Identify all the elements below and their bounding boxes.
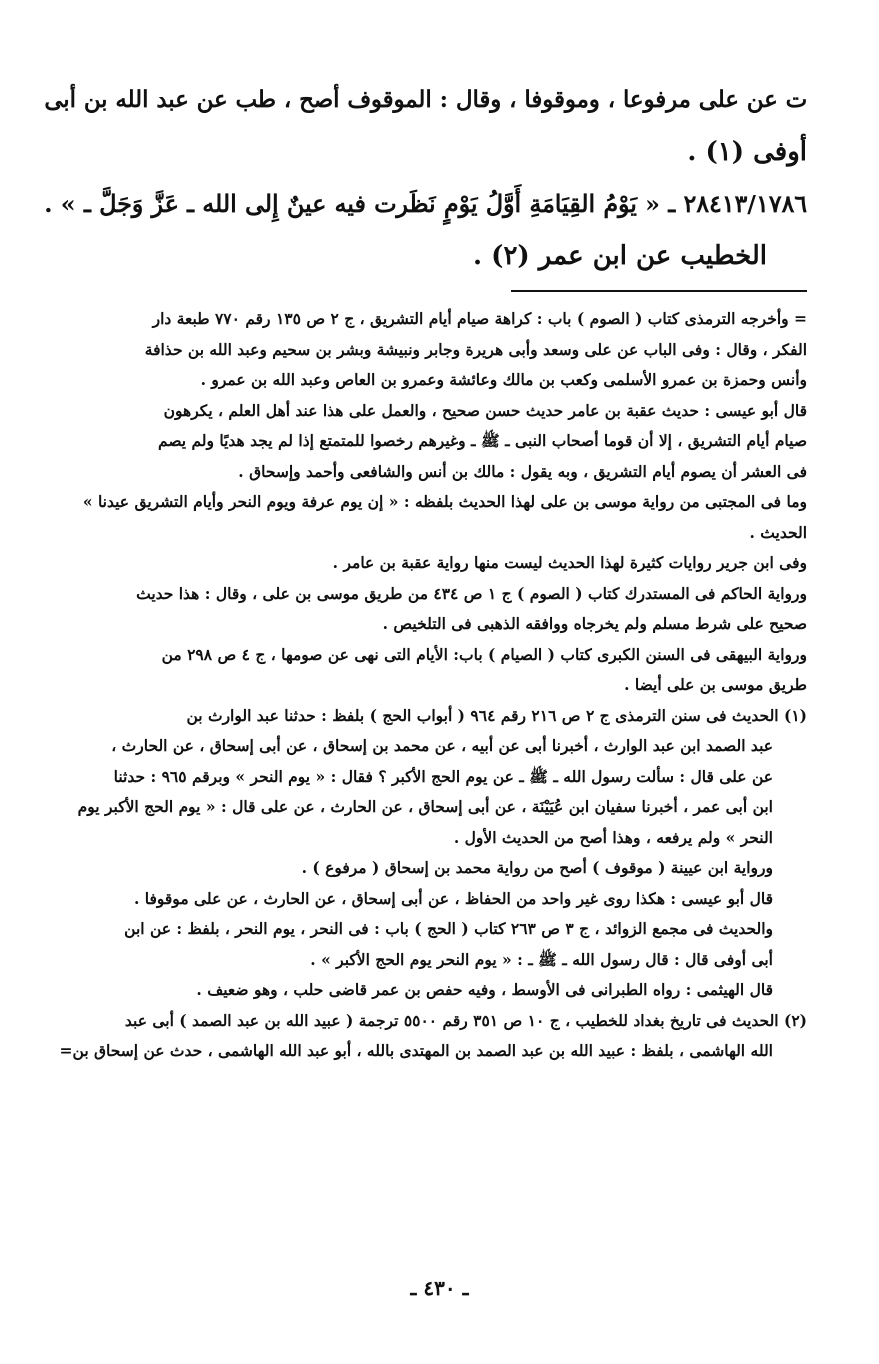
- note-line: صحيح على شرط مسلم ولم يخرجاه ووافقه الذهبى فى التلخيص .: [382, 614, 807, 633]
- footnote-1-line: (١) الحديث فى سنن الترمذى ج ٢ ص ٢١٦ رقم ٩٦٤ ( أبواب الحج ) بلفظ : حدثنا عبد الوارث بن: [186, 705, 807, 725]
- note-line: ورواية ابن عيينة ( موقوف ) أصح من رواية محمد بن إسحاق ( مرفوع ) .: [301, 858, 773, 877]
- note-line: = وأخرجه الترمذى كتاب ( الصوم ) باب : كراهة صيام أيام التشريق ، ج ٢ ص ١٣٥ رقم ٧٧٠ طبعة دار: [152, 309, 807, 328]
- note-line: وفى ابن جرير روايات كثيرة لهذا الحديث ليست منها رواية عقبة بن عامر .: [332, 553, 807, 572]
- hadith-source-line: الخطيب عن ابن عمر (٢) .: [473, 241, 767, 271]
- footnotes: [42, 304, 807, 1067]
- note-line: الله الهاشمى ، بلفظ : عبيد الله بن عبد الصمد بن المهتدى بالله ، أبو عبد الله الهاشمى ، حدث عن إسحاق بن=: [59, 1041, 773, 1060]
- main-line-1: ت عن على مرفوعا ، وموقوفا ، وقال : الموقوف أصح ، طب عن عبد الله بن أبى: [44, 87, 807, 113]
- footnote-2-line: (٢) الحديث فى تاريخ بغداد للخطيب ، ج ١٠ ص ٣٥١ رقم ٥٥٠٠ ترجمة ( عبيد الله بن عبد الصمد ) أبى عبد: [124, 1010, 807, 1030]
- note-line: وما فى المجتبى من رواية موسى بن على لهذا الحديث بلفظه : « إن يوم عرفة ويوم النحر وأيام التشريق عيدنا »: [82, 492, 807, 511]
- footnote-divider: [511, 290, 807, 292]
- note-line: فى العشر أن يصوم أيام التشريق ، وبه يقول : مالك بن أنس والشافعى وأحمد وإسحاق .: [238, 461, 807, 481]
- note-line: عبد الصمد ابن عبد الوارث ، أخبرنا أبى عن أبيه ، عن محمد بن إسحاق ، عن أبى إسحاق ، عن الحارث ،: [111, 736, 773, 755]
- note-line: الحديث .: [749, 522, 807, 542]
- note-line: قال أبو عيسى : حديث عقبة بن عامر حديث حسن صحيح ، والعمل على هذا عند أهل العلم ، يكرهون: [163, 400, 807, 420]
- note-line: النحر » ولم يرفعه ، وهذا أصح من الحديث الأول .: [453, 827, 773, 847]
- note-line: والحديث فى مجمع الزوائد ، ج ٣ ص ٢٦٣ كتاب ( الحج ) باب : فى النحر ، يوم النحر ، بلفظ : عن ابن: [124, 919, 773, 938]
- note-line: الفكر ، وقال : وفى الباب عن على وسعد وأبى هريرة وجابر ونبيشة وبشر بن سحيم وعبد الله بن حذافة: [144, 339, 807, 359]
- note-line: قال أبو عيسى : هكذا روى غير واحد من الحفاظ ، عن أبى إسحاق ، عن الحارث ، عن على موقوفا .: [133, 888, 773, 908]
- note-line: وأنس وحمزة بن عمرو الأسلمى وكعب بن مالك وعائشة وعمرو بن العاص وعبد الله بن عمرو .: [200, 370, 807, 389]
- page-number: ـ ٤٣٠ ـ: [410, 1276, 469, 1300]
- note-line: ابن أبى عمر ، أخبرنا سفيان ابن عُيَيْنَة ، عن أبى إسحاق ، عن الحارث ، عن على قال : « يوم الحج الأكبر يوم: [77, 797, 773, 816]
- note-line: صيام أيام التشريق ، إلا أن قوما أصحاب النبى ـ ﷺ ـ وغيرهم رخصوا للمتمتع إذا لم يجد هديًا ولم يصم: [158, 431, 807, 450]
- note-line: أبى أوفى قال : قال رسول الله ـ ﷺ ـ : « يوم النحر يوم الحج الأكبر » .: [310, 949, 773, 969]
- main-text: [42, 74, 807, 282]
- note-line: طريق موسى بن على أيضا .: [624, 675, 807, 694]
- note-line: قال الهيثمى : رواه الطبرانى فى الأوسط ، وفيه حفص بن عمر قاضى حلب ، وهو ضعيف .: [196, 980, 773, 999]
- hadith-line: ٢٨٤١٣/١٧٨٦ ـ « يَوْمُ القِيَامَةِ أَوَّلُ يَوْمٍ نَظَرت فيه عينٌ إِلى الله ـ عَزَّ وَجَلَّ ـ » .: [44, 190, 807, 218]
- note-line: ورواية البيهقى فى السنن الكبرى كتاب ( الصيام ) باب: الأيام التى نهى عن صومها ، ج ٤ ص ٢٩٨ من: [161, 644, 807, 664]
- main-line-2: أوفى (١) .: [687, 137, 807, 167]
- note-line: ورواية الحاكم فى المستدرك كتاب ( الصوم ) ج ١ ص ٤٣٤ من طريق موسى بن على ، وقال : هذا حديث: [136, 583, 807, 603]
- note-line: عن على قال : سألت رسول الله ـ ﷺ ـ عن يوم الحج الأكبر ؟ فقال : « يوم النحر » وبرقم ٩٦٥ : حدثنا: [113, 766, 773, 786]
